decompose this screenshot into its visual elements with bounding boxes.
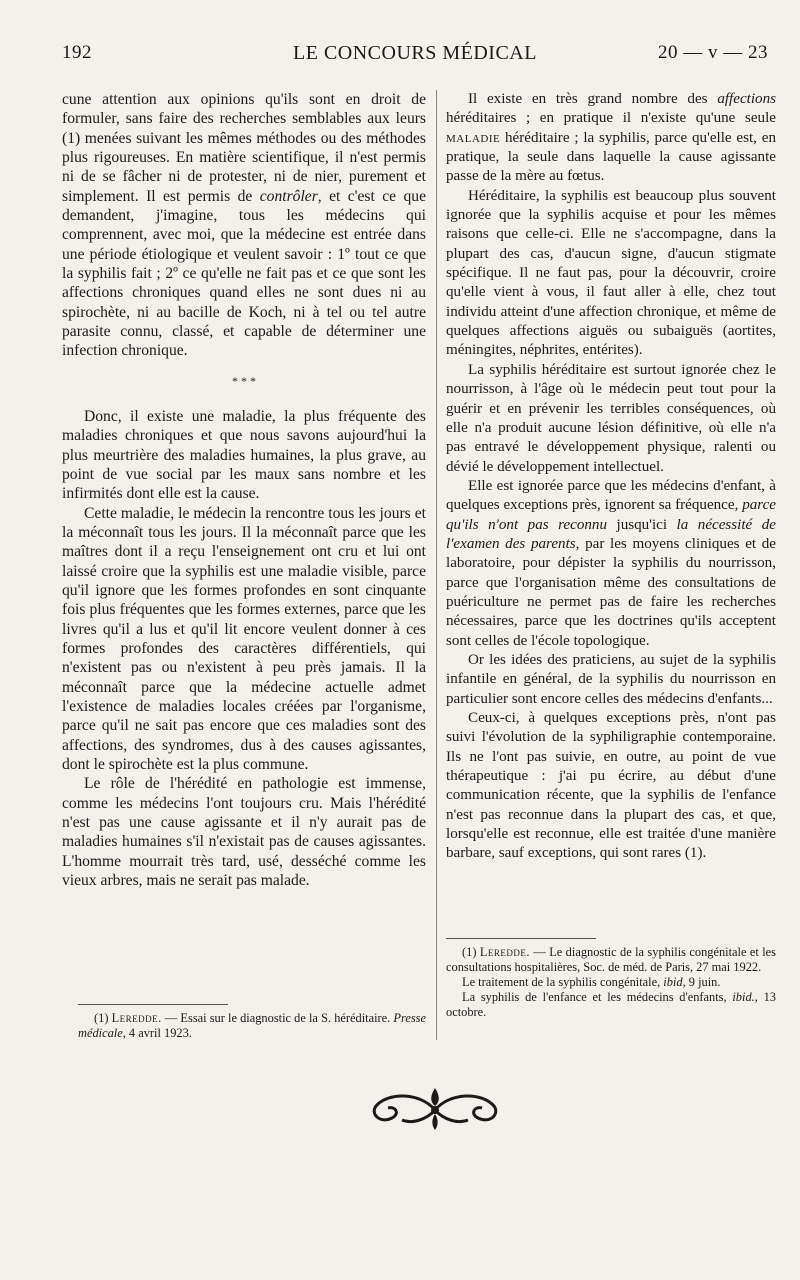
- paragraph: Ceux-ci, à quelques exceptions près, n'ont pas suivi l'évolution de la syphiligraphie contemporaine. Ils ne l'ont pas suivie, en outre, au point de vue thérapeutique : j'ai pu écrire, au début d'une communication récente, que la syphilis de l'enfance n'est pas reconnue dans la plupart des cas, et que, lorsqu'elle est reconnue, elle est traitée d'une manière barbare, sauf exceptions, qui sont rares (1).: [446, 710, 776, 862]
- left-footnotes: [78, 996, 426, 1041]
- section-stars: * * *: [232, 373, 256, 388]
- column-divider: [436, 90, 437, 1040]
- footnote-rule: [446, 938, 596, 939]
- right-footnotes: [446, 930, 776, 1020]
- right-column: [446, 90, 776, 864]
- decorative-ornament-icon: [368, 1084, 502, 1132]
- paragraph: La syphilis héréditaire est surtout ignorée chez le nourrisson, à l'âge où le médecin peut tout pour la guérir et en prévenir les terribles conséquences, où elle n'a produit aucune lésion définitive, où elle n'a pas entravé le développement physique, ralenti ou dévié le développement intellectuel.: [446, 361, 776, 475]
- paragraph: Donc, il existe une maladie, la plus fréquente des maladies chroniques et que nous savons aujourd'hui la plus meurtrière des maladies humaines, la plus grave, au point de vue social par les maux sans nombre et les infirmités dont elle est la cause.: [62, 407, 426, 503]
- paragraph: Cette maladie, le médecin la rencontre tous les jours et la méconnaît tous les jours. Il la méconnaît parce que les maîtres dont il a reçu l'enseignement ont cru et lui ont laissé croire que la syphilis est une maladie visible, parce qu'il ignore que les formes profondes en sont cinquante fois plus fréquentes que les formes externes, parce que les livres qu'il a lus et qu'il lit encore veulent donner à ces formes profondes des caractères différentiels, qui n'existent pas ou n'existent à peu près jamais. Il la méconnaît parce que la médecine actuelle admet l'existence de maladies locales créées par l'organisme, parce qu'il ne sait pas encore que ces maladies sont des affections, des syndromes, dus à des causes agissantes, dont le spirochète est la plus commune.: [62, 504, 426, 773]
- footnote: (1) Leredde. — Le diagnostic de la syphilis congénitale et les consultations hospitalières, Soc. de méd. de Paris, 27 mai 1922. Le traitement de la syphilis congénitale, ibid, 9 juin. La syphilis de l'enfance et les médecins d'enfants, ibid., 13 octobre.: [446, 945, 776, 1019]
- paragraph: Il existe en très grand nombre des affections héréditaires ; en pratique il n'existe qu'une seule maladie héréditaire ; la syphilis, parce qu'elle est, en pratique, la seule dans laquelle la cause agissante passe de la mère au fœtus.: [446, 91, 776, 185]
- paragraph: Or les idées des praticiens, au sujet de la syphilis infantile en général, de la syphilis du nourrisson en particulier sont encore celles des médecins d'enfants...: [446, 651, 776, 707]
- left-column: [62, 90, 426, 890]
- paragraph: Le rôle de l'hérédité en pathologie est immense, comme les médecins l'ont toujours cru. Mais l'hérédité n'est pas une cause agissante et il n'y aurait pas de maladies humaines s'il n'existait pas de causes agissantes. L'homme mourrait très tard, usé, desséché comme les vieux arbres, mais ne serait pas malade.: [62, 775, 426, 890]
- issue-date: 20 — v — 23: [658, 42, 768, 63]
- page-header: [62, 38, 768, 68]
- paragraph: Héréditaire, la syphilis est beaucoup plus souvent ignorée que la syphilis acquise et pour les mêmes raisons que celle-ci. Elle ne s'accompagne, dans la plupart des cas, d'aucun signe, d'aucun stigmate spécifique. Il ne faut pas, pour la découvrir, croire qu'elle vient à vous, il faut aller à elle, chez tout individu atteint d'une affection chronique, et même de quelques affections aiguës ou subaiguës (aortites, méningites, néphrites, entérites).: [446, 187, 776, 359]
- footnote-rule: [78, 1004, 228, 1005]
- page-number: 192: [62, 42, 92, 63]
- journal-title: LE CONCOURS MÉDICAL: [293, 42, 537, 64]
- paragraph: Elle est ignorée parce que les médecins d'enfant, à quelques exceptions près, ignorent sa fréquence, parce qu'ils n'ont pas reconnu jusqu'ici la nécessité de l'examen des parents, par les moyens cliniques et de laboratoire, pour dépister la syphilis du nourrisson, parce que l'organisation même des consultations de puériculture ne permet pas de faire les recherches nécessaires, parce que les doctrines qu'ils acceptent sont celles de l'école topologique.: [446, 477, 776, 649]
- paragraph: cune attention aux opinions qu'ils sont en droit de formuler, sans faire des recherches semblables aux leurs (1) menées suivant les mêmes méthodes ou des méthodes plus rigoureuses. En matière scientifique, il n'est permis ni de se fâcher ni de protester, ni de nier, purement et simplement. Il est permis de contrôler, et c'est ce que demandent, j'imagine, tous les médecins qui comprennent, avec moi, que la médecine est entrée dans une période étiologique et veulent savoir : 1º tout ce que la syphilis fait ; 2º ce qu'elle ne fait pas et ce que sont les affections chroniques quand elles ne sont dues ni au spirochète, ni au bacille de Koch, ni à tel ou tel autre parasite connu, classé, et capable de déterminer une infection chronique.: [62, 91, 426, 360]
- footnote: (1) Leredde. — Essai sur le diagnostic de la S. héréditaire. Presse médicale, 4 avril 1923.: [78, 1011, 426, 1040]
